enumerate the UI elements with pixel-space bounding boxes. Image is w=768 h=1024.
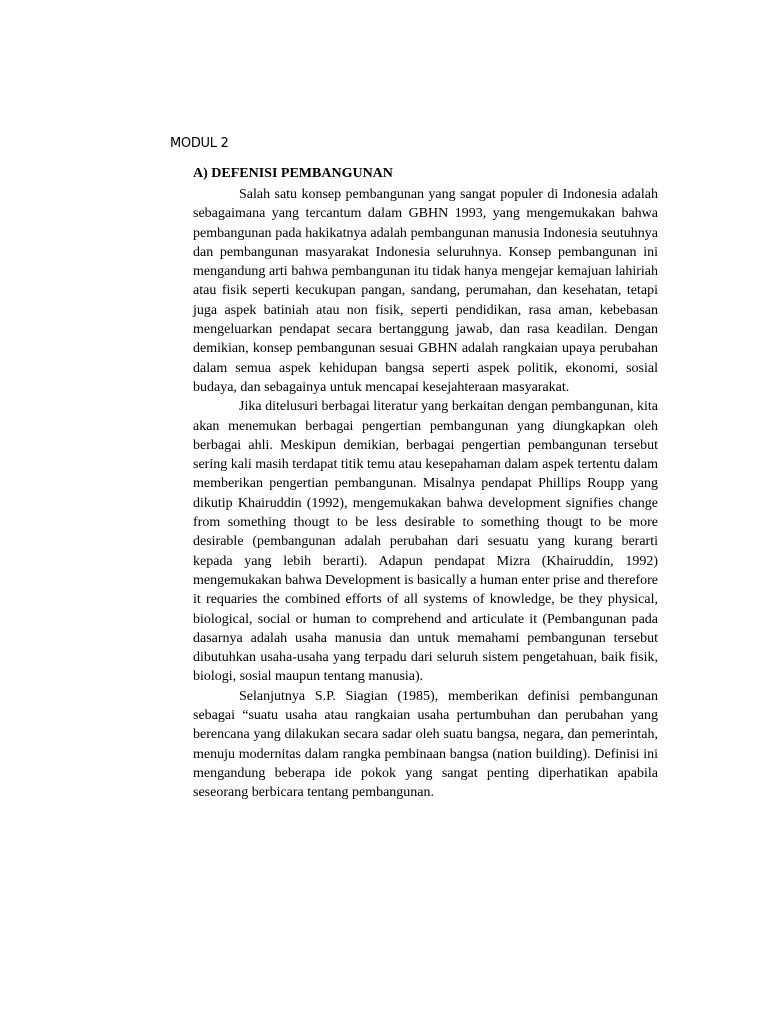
section-heading: A) DEFENISI PEMBANGUNAN (193, 166, 393, 181)
module-title: MODUL 2 (170, 136, 229, 151)
paragraph-3: Selanjutnya S.P. Siagian (1985), memberikan definisi pembangunan sebagai “suatu usaha atau rangkaian usaha pertumbuhan dan perubahan yang berencana yang dilakukan secara sadar oleh suatu bangsa, negara, dan pemerintah, menuju modernitas dalam rangka pembinaan bangsa (nation building). Definisi ini mengandung beberapa ide pokok yang sangat penting diperhatikan apabila seseorang berbicara tentang pembangunan. (193, 688, 658, 801)
paragraph-2: Jika ditelusuri berbagai literatur yang berkaitan dengan pembangunan, kita akan menemukan berbagai pengertian pembangunan yang diungkapkan oleh berbagai ahli. Meskipun demikian, berbagai pengertian pembangunan tersebut sering kali masih terdapat titik temu atau kesepahaman dalam aspek tertentu dalam memberikan pengertian pembangunan. Misalnya pendapat Phillips Roupp yang dikutip Khairuddin (1992), mengemukakan bahwa development signifies change from something thougt to be less desirable to something thougt to be more desirable (pembangunan adalah perubahan dari sesuatu yang kurang berarti kepada yang lebih berarti). Adapun pendapat Mizra (Khairuddin, 1992) mengemukakan bahwa Development is basically a human enter prise and therefore it requaries the combined efforts of all systems of knowledge, be they physical, biological, social or human to comprehend and articulate it (Pembangunan pada dasarnya adalah usaha manusia dan untuk memahami pembangunan tersebut dibutuhkan usaha-usaha yang terpadu dari seluruh sistem pengetahuan, baik fisik, biologi, sosial maupun tentang manusia). (193, 399, 658, 685)
paragraph-1: Salah satu konsep pembangunan yang sangat populer di Indonesia adalah sebagaimana yang tercantum dalam GBHN 1993, yang mengemukakan bahwa pembangunan pada hakikatnya adalah pembangunan manusia Indonesia seutuhnya dan pembangunan masyarakat Indonesia seluruhnya. Konsep pembangunan ini mengandung arti bahwa pembangunan itu tidak hanya mengejar kemajuan lahiriah atau fisik seperti kecukupan pangan, sandang, perumahan, dan kesehatan, tetapi juga aspek batiniah atau non fisik, seperti pendidikan, rasa aman, kebebasan mengeluarkan pendapat secara bertanggung jawab, dan rasa keadilan. Dengan demikian, konsep pembangunan sesuai GBHN adalah rangkaian upaya perubahan dalam semua aspek kehidupan bangsa seperti aspek politik, ekonomi, sosial budaya, dan sebagainya untuk mencapai kesejahteraan masyarakat. (193, 187, 658, 395)
body-text (193, 185, 658, 803)
